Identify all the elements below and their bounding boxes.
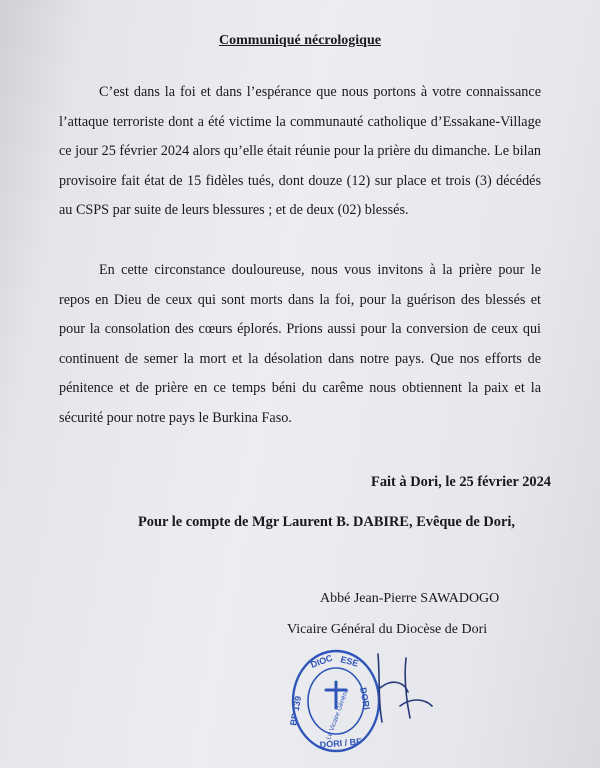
svg-text:DIOC: DIOC: [309, 652, 334, 670]
signer-name: Abbé Jean-Pierre SAWADOGO: [320, 591, 500, 606]
handwritten-signature: [370, 648, 440, 728]
paragraph-announcement: C’est dans la foi et dans l’espérance que nous portons à votre connaissance l’attaque terroriste dont a été victime la communauté catholique d’Essakane-Village ce jour 25 février 2024 alors qu’elle était réunie pour la prière du dimanche. Le bilan provisoire fait état de 15 fidèles tués, dont douze (12) sur place et trois (3) décédés au CSPS par suite de leurs blessures ; et de deux (02) blessés.: [59, 84, 541, 219]
place-date: Fait à Dori, le 25 février 2024: [371, 474, 551, 490]
paragraph-prayer: En cette circonstance douloureuse, nous vous invitons à la prière pour le repos en Dieu de ceux qui sont morts dans la foi, pour la guérison des blessés et pour la consolation des cœurs éplorés. Prions aussi pour la conversion de ceux qui continuent de semer la mort et la désolation dans notre pays. Que nos efforts de pénitence et de prière en ce temps béni du carême nous obtiennent la paix et la sécurité pour notre pays le Burkina Faso.: [59, 262, 541, 426]
svg-text:Le Vicaire Général: Le Vicaire Général: [325, 687, 351, 741]
svg-text:ESE: ESE: [339, 654, 360, 669]
svg-text:DORI: DORI: [358, 686, 372, 711]
signer-role: Vicaire Général du Diocèse de Dori: [287, 622, 488, 637]
svg-text:DORI / BF: DORI / BF: [319, 736, 363, 750]
diocese-stamp: [290, 648, 382, 754]
document-title: Communiqué nécrologique: [219, 33, 381, 48]
svg-text:BP 139: BP 139: [288, 695, 304, 727]
on-behalf-line: Pour le compte de Mgr Laurent B. DABIRE, Evêque de Dori,: [138, 514, 515, 530]
